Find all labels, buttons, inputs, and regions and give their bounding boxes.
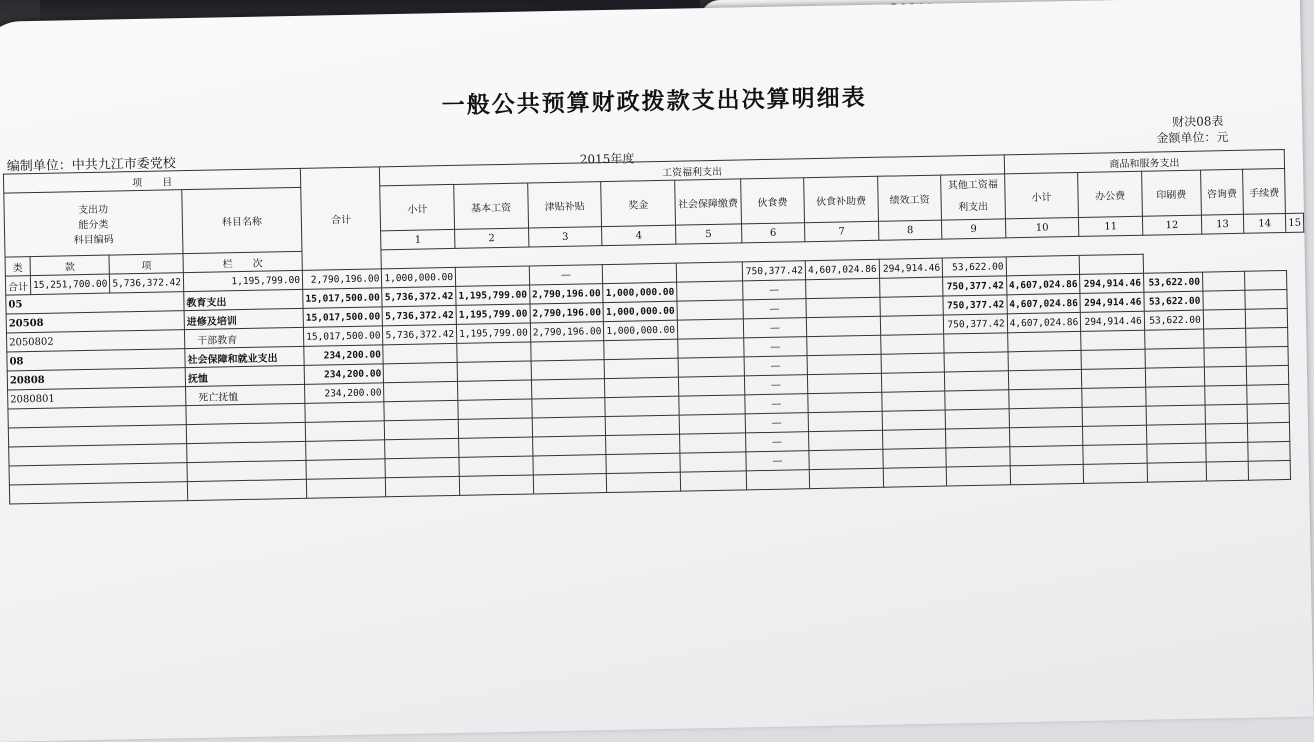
cell-bonus [606, 415, 680, 435]
row-subject-code: 20508 [6, 311, 184, 333]
cell-meal: — [743, 299, 807, 319]
cell-g_sub [1009, 426, 1083, 446]
row-subject-name: 合计 [5, 276, 30, 295]
cell-w_sub [385, 438, 459, 458]
header-lanci: 栏 次 [183, 251, 302, 272]
cell-office [1082, 368, 1146, 388]
cell-meal_sub [809, 468, 883, 488]
cell-g_sub: 4,607,024.86 [1007, 293, 1081, 313]
cell-w_sub [384, 362, 458, 382]
cell-social [678, 357, 744, 377]
cell-w_sub [383, 343, 457, 363]
cell-g_sub [1010, 464, 1084, 484]
cell-perf [882, 391, 946, 411]
row-subject-code [9, 482, 187, 504]
cell-perf [880, 315, 944, 335]
cell-meal: — [744, 356, 808, 376]
cell-allow [531, 360, 605, 380]
cell-allow: 2,790,196.00 [529, 284, 603, 304]
cell-g_sub [1008, 350, 1082, 370]
cell-social [677, 281, 743, 301]
cell-other: 750,377.42 [943, 276, 1007, 296]
row-subject-name [186, 403, 305, 424]
header-func-class-line3: 科目编码 [73, 234, 114, 247]
cell-print [1147, 443, 1206, 463]
cell-bonus [607, 472, 681, 492]
form-number: 财决08表 [1172, 114, 1224, 130]
cell-total [306, 440, 386, 461]
cell-meal_sub [809, 430, 883, 450]
cell-meal_sub [807, 354, 881, 374]
cell-social [679, 395, 745, 415]
cell-consult [1205, 423, 1248, 443]
cell-office [1083, 425, 1147, 445]
cell-other [945, 371, 1009, 391]
cell-consult [1006, 255, 1080, 275]
cell-allow [532, 398, 606, 418]
cell-perf [883, 467, 947, 487]
cell-bonus: 1,000,000.00 [603, 282, 677, 302]
cell-other [946, 466, 1010, 486]
cell-total: 15,017,500.00 [303, 288, 383, 309]
cell-basic [458, 399, 532, 419]
header-kuan: 款 [30, 255, 110, 276]
cell-office [1083, 444, 1147, 464]
cell-office [1084, 463, 1148, 483]
cell-fee [1248, 460, 1291, 480]
header-subject: 科目名称 [182, 187, 302, 253]
cell-allow [530, 341, 604, 361]
column-number: 4 [602, 225, 676, 245]
cell-print [1146, 424, 1205, 444]
header-total: 合计 [300, 167, 381, 271]
header-printing-fee: 印刷费 [1141, 170, 1201, 216]
cell-allow [531, 379, 605, 399]
cell-meal_sub [808, 392, 882, 412]
cell-w_sub [386, 476, 460, 496]
header-bonus: 奖金 [601, 180, 675, 226]
cell-meal_sub [807, 335, 881, 355]
row-subject-code: 2080801 [8, 387, 186, 409]
cell-perf [883, 448, 947, 468]
cell-total: 15,017,500.00 [303, 307, 383, 328]
cell-w_sub [385, 419, 459, 439]
cell-total: 234,200.00 [305, 383, 385, 404]
cell-fee [1248, 441, 1291, 461]
cell-perf [676, 262, 742, 282]
header-goods-subtotal: 小计 [1004, 172, 1078, 218]
cell-meal: — [745, 413, 809, 433]
column-number: 14 [1243, 213, 1286, 233]
cell-print: 53,622.00 [1144, 310, 1203, 330]
row-subject-name: 教育支出 [184, 289, 303, 310]
cell-bonus: 1,000,000.00 [604, 320, 678, 340]
header-wage-group: 工资福利支出 [380, 155, 1005, 186]
page-title: 一般公共预算财政拨款支出决算明细表 [441, 83, 867, 120]
cell-meal_sub [806, 316, 880, 336]
cell-g_sub [1010, 445, 1084, 465]
column-number: 9 [942, 219, 1006, 239]
cell-basic [459, 437, 533, 457]
cell-total [306, 478, 386, 499]
column-number: 12 [1142, 215, 1201, 235]
header-goods-group: 商品和服务支出 [1004, 149, 1285, 173]
cell-fee [1080, 254, 1144, 274]
cell-fee [1247, 422, 1290, 442]
cell-print: 53,622.00 [942, 257, 1006, 277]
header-func-class-line1: 支出功 [78, 204, 109, 217]
cell-basic [459, 456, 533, 476]
cell-perf [881, 372, 945, 392]
column-number: 10 [1005, 217, 1079, 237]
cell-bonus [606, 453, 680, 473]
header-wage-subtotal: 小计 [380, 184, 454, 230]
cell-other: 750,377.42 [742, 261, 806, 281]
cell-meal_sub [806, 278, 880, 298]
cell-other [945, 390, 1009, 410]
row-subject-code: 05 [6, 292, 184, 314]
header-lei: 类 [5, 257, 30, 276]
fiscal-year: 2015年度 [579, 151, 635, 167]
cell-basic: 1,195,799.00 [183, 270, 302, 291]
header-social-security: 社会保障缴费 [675, 179, 742, 225]
cell-allow [533, 455, 607, 475]
cell-social [677, 319, 743, 339]
cell-meal: — [529, 265, 603, 285]
cell-bonus [604, 339, 678, 359]
cell-g_sub: 4,607,024.86 [805, 259, 879, 279]
cell-w_sub [384, 381, 458, 401]
cell-consult [1206, 461, 1249, 481]
cell-consult [1203, 328, 1246, 348]
cell-office: 294,914.46 [1080, 273, 1144, 293]
column-number: 8 [878, 220, 942, 240]
cell-meal: — [746, 451, 810, 471]
cell-other [945, 409, 1009, 429]
row-subject-code: 08 [7, 349, 185, 371]
cell-basic: 1,195,799.00 [456, 285, 530, 305]
row-subject-code: 20808 [7, 368, 185, 390]
cell-total: 15,251,700.00 [30, 274, 110, 295]
column-number: 7 [805, 221, 879, 241]
cell-w_sub [385, 457, 459, 477]
cell-allow: 2,790,196.00 [302, 269, 382, 290]
cell-other [944, 333, 1008, 353]
cell-other: 750,377.42 [943, 295, 1007, 315]
cell-g_sub [1008, 388, 1082, 408]
amount-unit: 金额单位：元 [1156, 130, 1229, 146]
cell-consult [1205, 385, 1248, 405]
cell-w_sub: 5,736,372.42 [382, 286, 456, 306]
cell-consult [1206, 442, 1249, 462]
cell-other [944, 352, 1008, 372]
cell-print [1145, 348, 1204, 368]
cell-meal_sub [808, 411, 882, 431]
cell-print [1146, 386, 1205, 406]
cell-allow: 2,790,196.00 [530, 322, 604, 342]
cell-meal_sub [806, 297, 880, 317]
cell-office [1082, 406, 1146, 426]
header-other-wage: 其他工资福利支出 [941, 174, 1005, 220]
column-number: 3 [528, 227, 602, 247]
column-number: 11 [1079, 216, 1143, 236]
cell-social [455, 266, 529, 286]
header-basic-wage: 基本工资 [454, 183, 528, 229]
cell-meal: — [744, 394, 808, 414]
cell-fee [1245, 289, 1288, 309]
expenditure-table [3, 149, 1309, 505]
cell-other [946, 447, 1010, 467]
cell-meal: — [743, 318, 807, 338]
cell-office [1081, 330, 1145, 350]
cell-perf [881, 353, 945, 373]
cell-social [680, 433, 746, 453]
cell-allow [532, 417, 606, 437]
row-subject-name: 进修及培训 [184, 308, 303, 329]
cell-allow [533, 474, 607, 494]
cell-bonus: 1,000,000.00 [603, 301, 677, 321]
cell-social [679, 414, 745, 434]
cell-consult [1203, 290, 1246, 310]
cell-meal: — [743, 337, 807, 357]
cell-meal: — [745, 432, 809, 452]
cell-meal_sub [808, 373, 882, 393]
cell-g_sub: 4,607,024.86 [1006, 274, 1080, 294]
cell-fee [1245, 270, 1288, 290]
cell-office: 294,914.46 [1080, 292, 1144, 312]
row-subject-name: 社会保障和就业支出 [185, 346, 304, 367]
column-number: 13 [1201, 214, 1244, 234]
cell-w_sub: 5,736,372.42 [382, 305, 456, 325]
header-meal: 伙食费 [740, 178, 804, 224]
cell-office [1082, 387, 1146, 407]
column-number: 5 [676, 224, 742, 244]
cell-print [1147, 462, 1206, 482]
cell-consult [1202, 271, 1245, 291]
header-meal-subsidy: 伙食补助费 [804, 176, 878, 222]
row-subject-name [187, 441, 306, 462]
cell-allow [532, 436, 606, 456]
cell-perf [880, 296, 944, 316]
cell-social [680, 452, 746, 472]
cell-basic [458, 380, 532, 400]
cell-social [677, 300, 743, 320]
cell-meal_sub [603, 263, 677, 283]
cell-print: 53,622.00 [1144, 291, 1203, 311]
column-number: 6 [741, 223, 805, 243]
cell-meal: — [744, 375, 808, 395]
cell-print: 53,622.00 [1143, 272, 1202, 292]
cell-fee [1246, 365, 1289, 385]
cell-office: 294,914.46 [1081, 311, 1145, 331]
cell-consult [1205, 404, 1248, 424]
cell-perf [880, 334, 944, 354]
cell-social [678, 338, 744, 358]
header-item: 项 目 [3, 168, 300, 193]
header-allowance: 津贴补贴 [527, 182, 601, 228]
header-performance-wage: 绩效工资 [877, 175, 941, 221]
cell-total [305, 402, 385, 423]
cell-print [1144, 329, 1203, 349]
cell-consult [1204, 366, 1247, 386]
cell-consult [1203, 309, 1246, 329]
column-number: 2 [455, 228, 529, 248]
row-subject-name: 死亡抚恤 [186, 384, 305, 405]
cell-social [678, 376, 744, 396]
cell-g_sub [1008, 369, 1082, 389]
cell-print [1145, 367, 1204, 387]
cell-basic [458, 418, 532, 438]
cell-basic: 1,195,799.00 [456, 304, 530, 324]
cell-w_sub [384, 400, 458, 420]
cell-w_sub: 5,736,372.42 [110, 273, 184, 293]
cell-perf [879, 277, 943, 297]
cell-basic [459, 475, 533, 495]
row-subject-name: 抚恤 [185, 365, 304, 386]
cell-basic [457, 342, 531, 362]
header-func-class-line2: 能分类 [78, 219, 109, 232]
header-xiang: 项 [109, 254, 183, 274]
cell-fee [1246, 346, 1289, 366]
cell-other [946, 428, 1010, 448]
cell-g_sub [1007, 331, 1081, 351]
cell-g_sub: 4,607,024.86 [1007, 312, 1081, 332]
cell-total: 234,200.00 [304, 364, 384, 385]
cell-other: 750,377.42 [944, 314, 1008, 334]
cell-meal_sub [809, 449, 883, 469]
cell-consult [1204, 347, 1247, 367]
cell-bonus [606, 434, 680, 454]
header-handling-fee: 手续费 [1243, 168, 1286, 214]
cell-meal: — [742, 280, 806, 300]
header-office-fee: 办公费 [1078, 171, 1142, 217]
cell-w_sub: 5,736,372.42 [383, 324, 457, 344]
cell-perf [882, 410, 946, 430]
header-consulting-fee: 咨询费 [1200, 169, 1243, 215]
cell-fee [1247, 403, 1290, 423]
column-number: 1 [381, 229, 455, 249]
cell-total: 15,017,500.00 [303, 326, 383, 347]
row-subject-name: 干部教育 [184, 327, 303, 348]
cell-basic [457, 361, 531, 381]
cell-basic: 1,195,799.00 [456, 323, 530, 343]
row-subject-name [186, 422, 305, 443]
cell-bonus [605, 396, 679, 416]
cell-total: 234,200.00 [304, 345, 384, 366]
row-subject-name [187, 479, 306, 500]
cell-fee [1245, 308, 1288, 328]
cell-office: 294,914.46 [879, 258, 943, 278]
column-number: 15 [1286, 213, 1304, 232]
header-func-class [4, 190, 183, 257]
row-subject-name [187, 460, 306, 481]
cell-bonus: 1,000,000.00 [382, 267, 456, 287]
cell-meal [746, 470, 810, 490]
cell-bonus [605, 377, 679, 397]
cell-fee [1247, 384, 1290, 404]
cell-social [680, 471, 746, 491]
cell-fee [1246, 327, 1289, 347]
organization-name: 编制单位：中共九江市委党校 [6, 156, 176, 175]
cell-office [1081, 349, 1145, 369]
cell-g_sub [1009, 407, 1083, 427]
cell-print [1146, 405, 1205, 425]
cell-bonus [604, 358, 678, 378]
cell-total [306, 459, 386, 480]
cell-allow: 2,790,196.00 [530, 303, 604, 323]
cell-perf [882, 429, 946, 449]
cell-total [305, 421, 385, 442]
row-subject-code: 2050802 [6, 330, 184, 352]
